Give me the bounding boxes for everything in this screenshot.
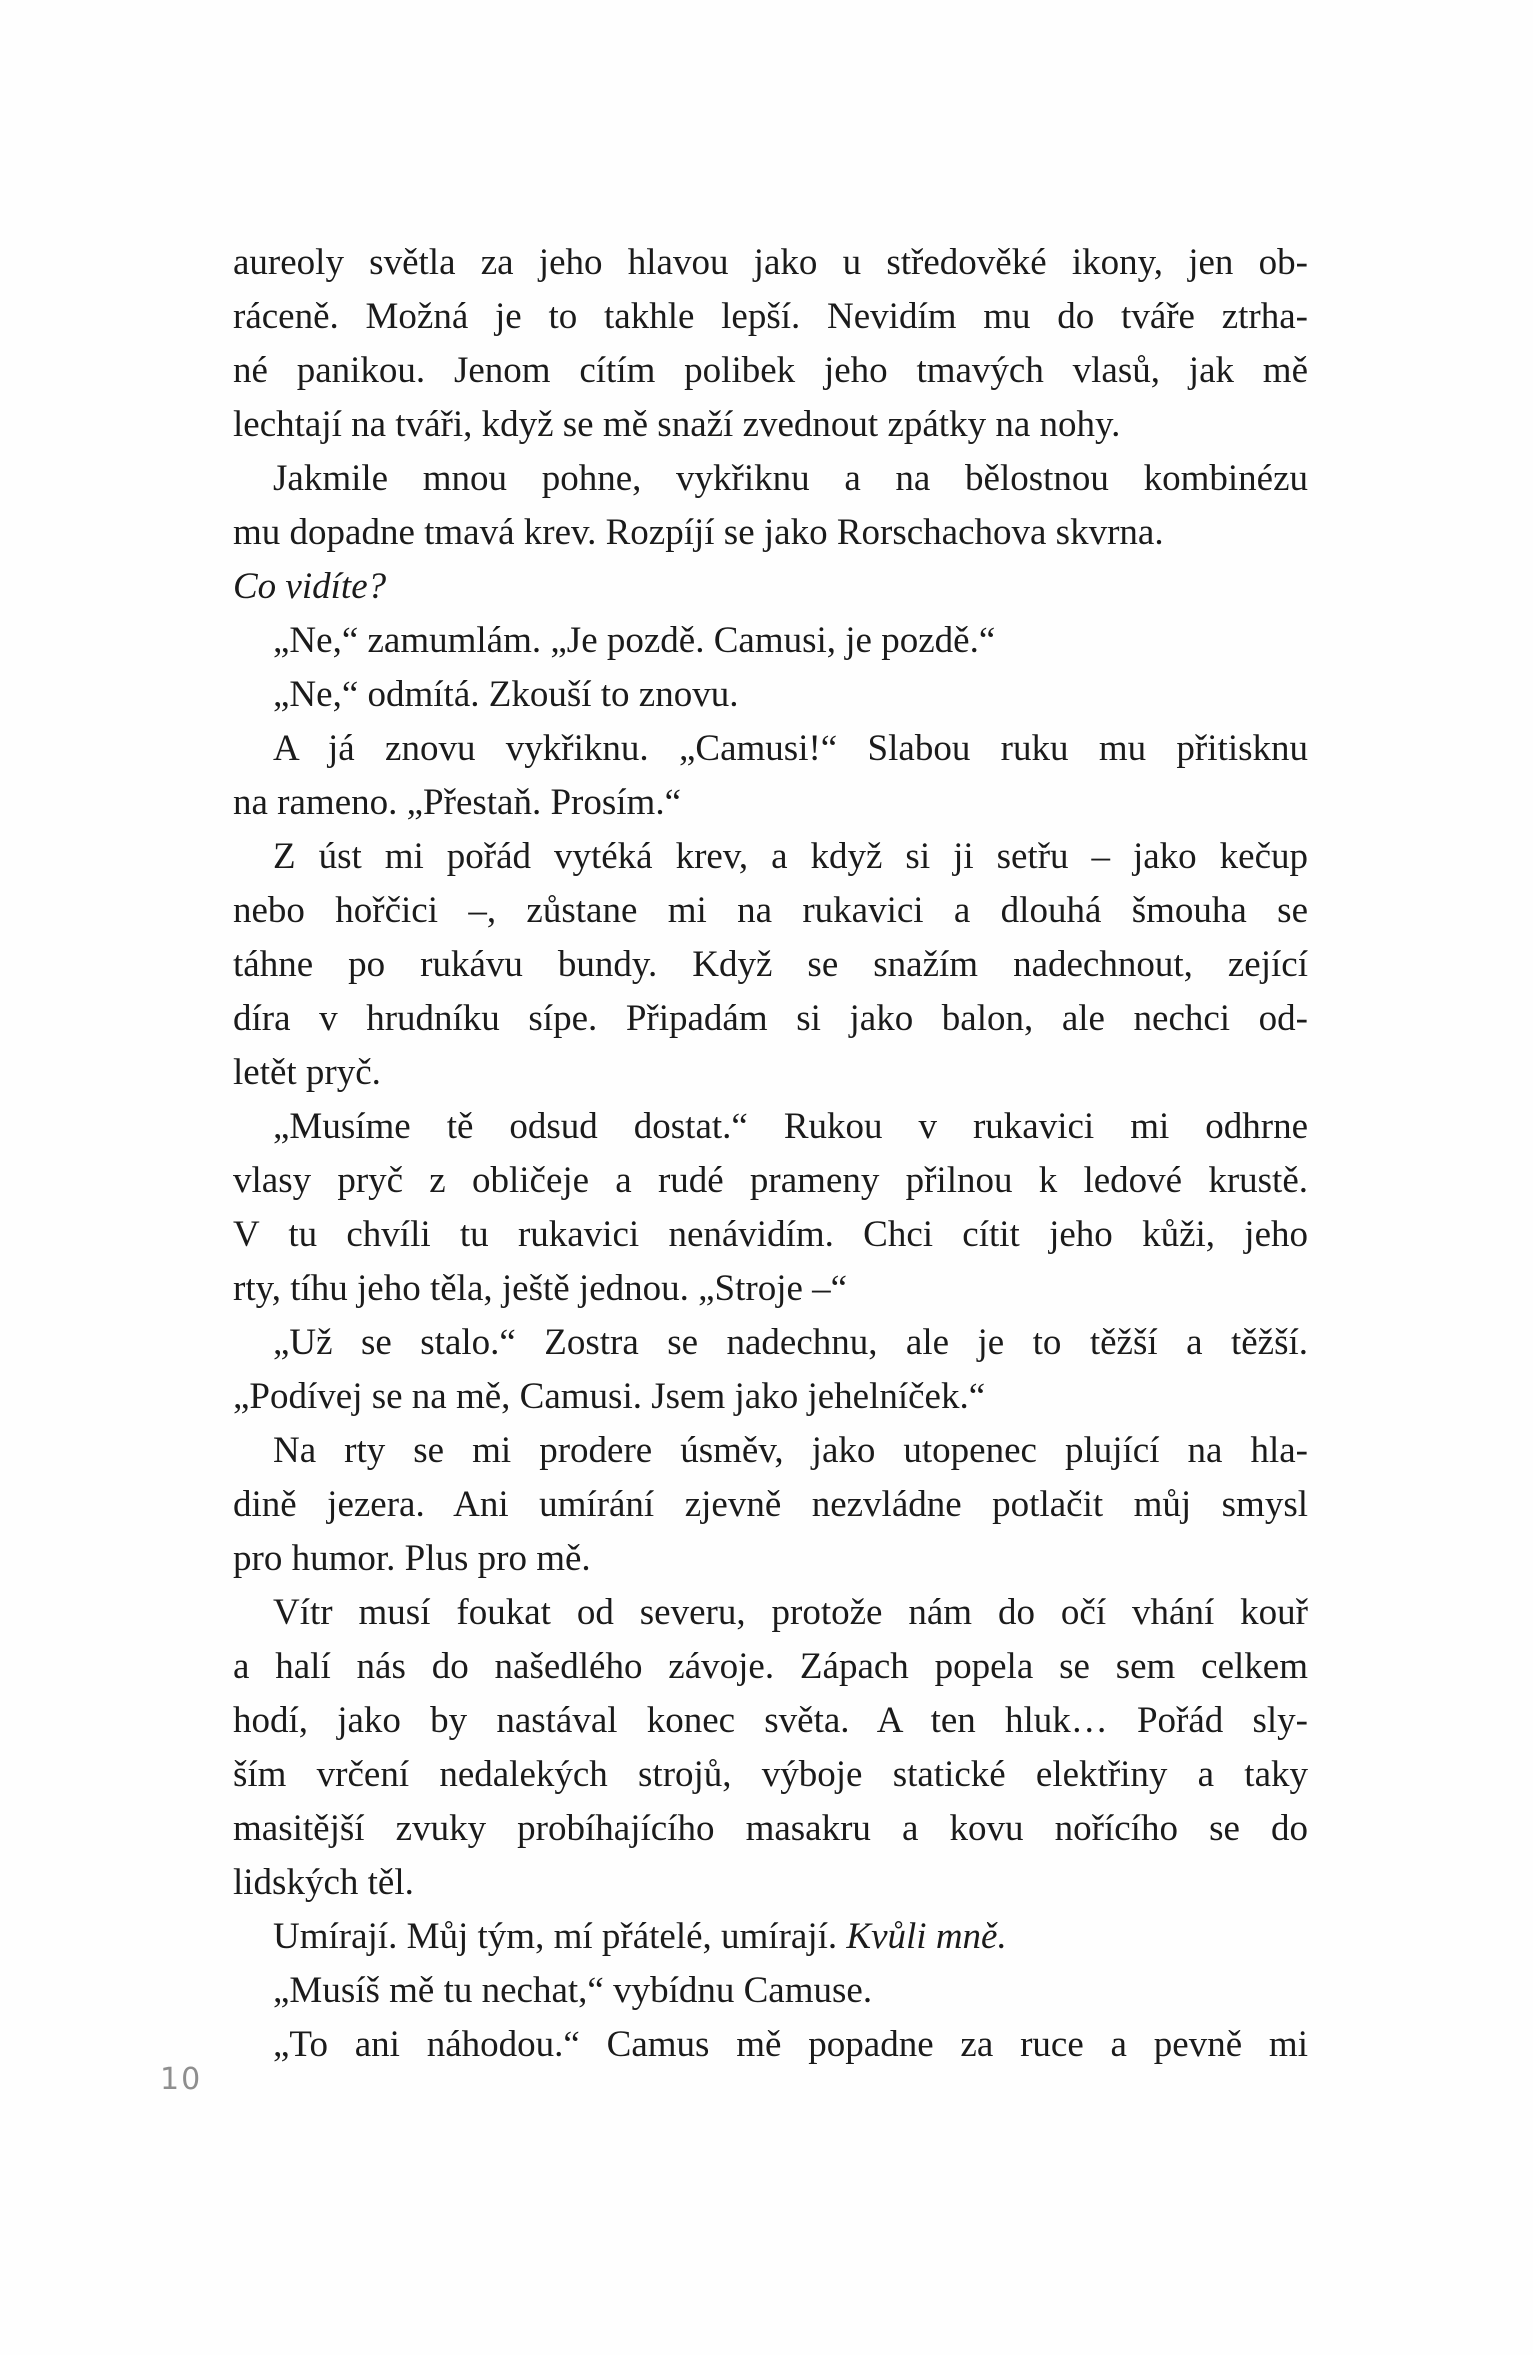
page-text <box>233 236 1308 2072</box>
text-run: ráceně. Možná je to takhle lepší. Nevidím mu do tváře ztrha- <box>233 296 1308 337</box>
text-run: aureoly světla za jeho hlavou jako u středověké ikony, jen ob- <box>233 242 1308 283</box>
text-line <box>233 776 1308 830</box>
paragraph <box>233 2018 1308 2072</box>
text-run: dině jezera. Ani umírání zjevně nezvládne potlačit můj smysl <box>233 1484 1308 1525</box>
text-line <box>233 560 1308 614</box>
text-line <box>233 1640 1308 1694</box>
text-run: Umírají. Můj tým, mí přátelé, umírají. <box>273 1916 847 1957</box>
text-run: na rameno. „Přestaň. Prosím.“ <box>233 782 681 823</box>
paragraph <box>233 1910 1308 1964</box>
text-run: táhne po rukávu bundy. Když se snažím nadechnout, zející <box>233 944 1308 985</box>
text-line <box>233 236 1308 290</box>
text-line <box>233 614 1308 668</box>
text-run: „Už se stalo.“ Zostra se nadechnu, ale je to těžší a těžší. <box>273 1322 1308 1363</box>
text-run: „Ne,“ zamumlám. „Je pozdě. Camusi, je pozdě.“ <box>273 620 996 661</box>
text-run: „Musíš mě tu nechat,“ vybídnu Camuse. <box>273 1970 873 2011</box>
text-run: „Musíme tě odsud dostat.“ Rukou v rukavici mi odhrne <box>273 1106 1308 1147</box>
text-run: masitější zvuky probíhajícího masakru a kovu nořícího se do <box>233 1808 1308 1849</box>
text-line <box>233 830 1308 884</box>
text-run: lechtají na tváři, když se mě snaží zvednout zpátky na nohy. <box>233 404 1121 445</box>
text-line <box>233 1424 1308 1478</box>
text-line <box>233 1694 1308 1748</box>
paragraph <box>233 1964 1308 2018</box>
text-line <box>233 1478 1308 1532</box>
text-line <box>233 290 1308 344</box>
text-run: né panikou. Jenom cítím polibek jeho tmavých vlasů, jak mě <box>233 350 1308 391</box>
text-run: „To ani náhodou.“ Camus mě popadne za ruce a pevně mi <box>273 2024 1308 2065</box>
text-line <box>233 1586 1308 1640</box>
text-run: letět pryč. <box>233 1052 381 1093</box>
text-run: ším vrčení nedalekých strojů, výboje statické elektřiny a taky <box>233 1754 1308 1795</box>
paragraph <box>233 1586 1308 1910</box>
text-run: „Podívej se na mě, Camusi. Jsem jako jehelníček.“ <box>233 1376 986 1417</box>
text-line <box>233 1154 1308 1208</box>
text-line <box>233 884 1308 938</box>
text-run: a halí nás do našedlého závoje. Zápach popela se sem celkem <box>233 1646 1308 1687</box>
text-run: hodí, jako by nastával konec světa. A ten hluk… Pořád sly- <box>233 1700 1308 1741</box>
text-line <box>233 1316 1308 1370</box>
paragraph <box>233 560 1308 614</box>
text-run: rty, tíhu jeho těla, ještě jednou. „Stroje –“ <box>233 1268 848 1309</box>
text-line <box>233 668 1308 722</box>
paragraph <box>233 1424 1308 1586</box>
text-run: pro humor. Plus pro mě. <box>233 1538 591 1579</box>
paragraph <box>233 1100 1308 1316</box>
text-run: Vítr musí foukat od severu, protože nám do očí vhání kouř <box>273 1592 1308 1633</box>
text-line <box>233 1802 1308 1856</box>
paragraph <box>233 1316 1308 1424</box>
text-line <box>233 1532 1308 1586</box>
text-line <box>233 1046 1308 1100</box>
paragraph <box>233 236 1308 452</box>
italic-text-run: Kvůli mně. <box>846 1916 1007 1957</box>
text-line <box>233 992 1308 1046</box>
text-line <box>233 506 1308 560</box>
text-line <box>233 1208 1308 1262</box>
text-line <box>233 2018 1308 2072</box>
paragraph <box>233 452 1308 560</box>
text-line <box>233 452 1308 506</box>
text-run: mu dopadne tmavá krev. Rozpíjí se jako Rorschachova skvrna. <box>233 512 1164 553</box>
text-run: „Ne,“ odmítá. Zkouší to znovu. <box>273 674 739 715</box>
text-line <box>233 344 1308 398</box>
text-line <box>233 1370 1308 1424</box>
text-line <box>233 938 1308 992</box>
text-run: Z úst mi pořád vytéká krev, a když si ji setřu – jako kečup <box>273 836 1308 877</box>
text-line <box>233 1100 1308 1154</box>
text-run: Jakmile mnou pohne, vykřiknu a na bělostnou kombinézu <box>273 458 1308 499</box>
text-line <box>233 1748 1308 1802</box>
text-line <box>233 1910 1308 1964</box>
text-run: díra v hrudníku sípe. Připadám si jako balon, ale nechci od- <box>233 998 1308 1039</box>
text-line <box>233 1964 1308 2018</box>
text-line <box>233 722 1308 776</box>
page-number: 10 <box>160 2062 203 2097</box>
text-run: lidských těl. <box>233 1862 414 1903</box>
italic-text-run: Co vidíte? <box>233 566 387 607</box>
text-run: A já znovu vykřiknu. „Camusi!“ Slabou ruku mu přitisknu <box>273 728 1308 769</box>
paragraph <box>233 722 1308 830</box>
text-line <box>233 1262 1308 1316</box>
text-run: nebo hořčici –, zůstane mi na rukavici a dlouhá šmouha se <box>233 890 1308 931</box>
paragraph <box>233 668 1308 722</box>
text-line <box>233 398 1308 452</box>
text-line <box>233 1856 1308 1910</box>
text-run: vlasy pryč z obličeje a rudé prameny přilnou k ledové krustě. <box>233 1160 1308 1201</box>
text-run: Na rty se mi prodere úsměv, jako utopenec plující na hla- <box>273 1430 1308 1471</box>
paragraph <box>233 614 1308 668</box>
paragraph <box>233 830 1308 1100</box>
text-run: V tu chvíli tu rukavici nenávidím. Chci cítit jeho kůži, jeho <box>233 1214 1308 1255</box>
